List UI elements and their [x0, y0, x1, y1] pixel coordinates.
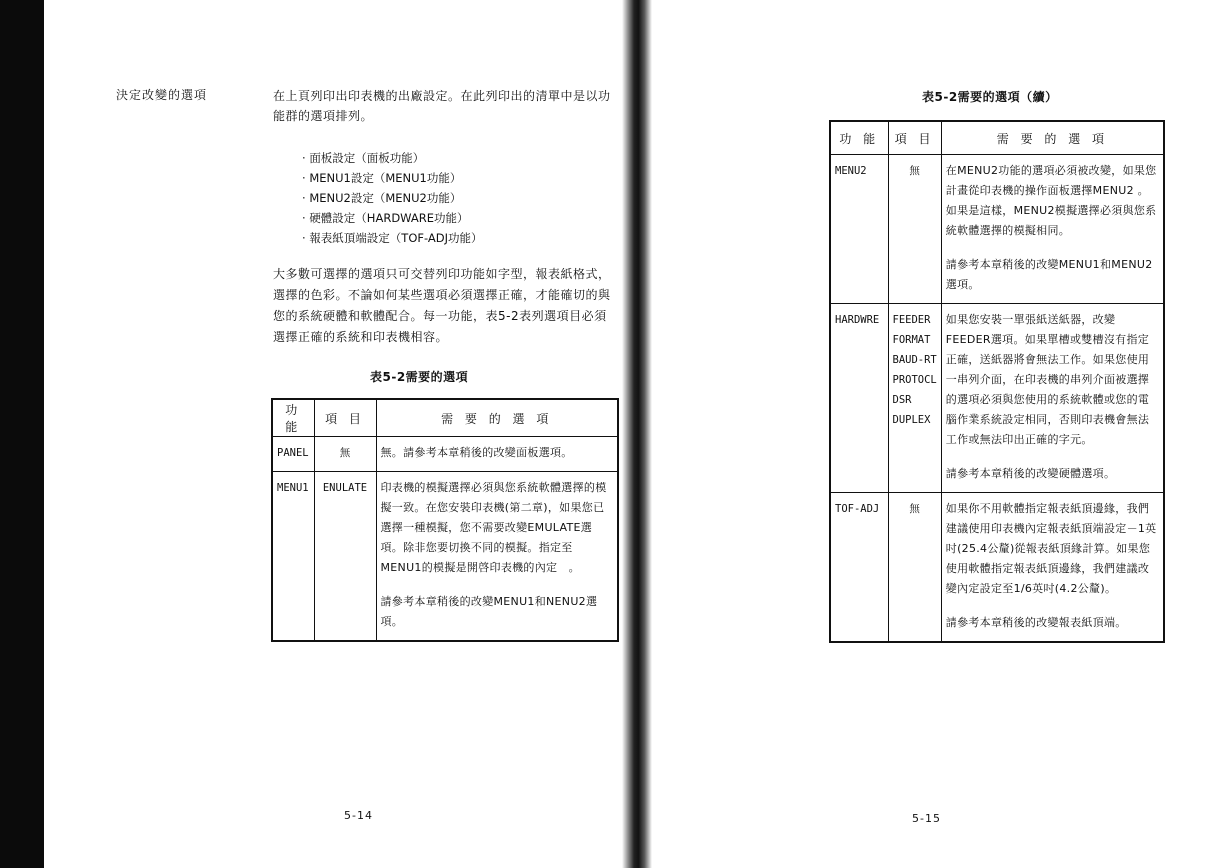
cell-item: 無 — [314, 437, 376, 472]
reference-note: 請參考本章稍後的改變報表紙頂端。 — [945, 616, 1127, 629]
header-item: 項 目 — [314, 399, 376, 437]
header-required-options: 需 要 的 選 項 — [941, 121, 1164, 155]
description-text: 在MENU2功能的選項必須被改變，如果您計畫從印表機的操作面板選擇MENU2 。如果是這樣，MENU2模擬選擇必須與您系統軟體選擇的模擬相同。 — [945, 164, 1157, 237]
description-text: 如果你不用軟體指定報表紙頂邊緣，我們建議使用印表機內定報表紙頂端設定－1英吋(25.4公釐)從報表紙頂緣計算。如果您使用軟體指定報表紙頂邊緣，我們建議改變內定設定至1/6英吋(4.2公釐)。 — [945, 502, 1157, 595]
list-item: · 硬體設定（HARDWARE功能） — [302, 208, 483, 228]
description-text: 印表機的模擬選擇必須與您系統軟體選擇的模擬一致。在您安裝印表機(第二章)，如果您已選擇一種模擬，您不需要改變EMULATE選項。除非您要切換不同的模擬。指定至MENU1的模擬是開啓印表機的內定 。 — [380, 481, 607, 574]
body-paragraph: 大多數可選擇的選項只可交替列印功能如字型，報表紙格式，選擇的色彩。不論如何某些選項必須選擇正確，才能確切的與您的系統硬體和軟體配合。每一功能，表5-2表列選項目必須選擇正確的系統和印表機相容。 — [273, 267, 611, 344]
cell-function: MENU1 — [272, 472, 314, 642]
cell-item: 無 — [888, 155, 941, 304]
table-row — [830, 155, 1164, 304]
page-number: 5-15 — [912, 812, 941, 825]
cell-item: 無 — [888, 493, 941, 643]
intro-text: 在上頁列印出印表機的出廠設定。在此列印出的清單中是以功能群的選項排列。 — [273, 89, 611, 123]
item-dsr: DSR — [892, 394, 912, 406]
table-header-row — [830, 121, 1164, 155]
table-row — [830, 493, 1164, 643]
table-row — [272, 472, 618, 642]
item-protocol: PROTOCL — [892, 374, 937, 386]
book-spine-shadow — [622, 0, 652, 868]
header-function: 功 能 — [830, 121, 888, 155]
cell-item: ENULATE — [314, 472, 376, 642]
item-duplex: DUPLEX — [892, 414, 931, 426]
cell-description — [376, 472, 618, 642]
item-feeder: FEEDER — [892, 314, 931, 326]
scan-left-edge — [0, 0, 44, 868]
cell-function: TOF-ADJ — [830, 493, 888, 643]
reference-note: 請參考本章稍後的改變MENU1和NENU2選項。 — [380, 595, 598, 628]
cell-function: MENU2 — [830, 155, 888, 304]
list-item: · MENU1設定（MENU1功能） — [302, 168, 483, 188]
side-heading: 決定改變的選項 — [116, 88, 208, 102]
function-list — [302, 148, 483, 248]
description-text: 如果您安裝一單張紙送紙器，改變FEEDER選項。如果單槽或雙槽沒有指定正確，送紙器將會無法工作。如果您使用一串列介面，在印表機的串列介面被選擇的選項必須與您使用的系統軟體或您的電腦作業系統設定相同，否則印表機會無法工作或無法印出正確的字元。 — [945, 313, 1150, 446]
table-caption: 表5-2需要的選項（續） — [922, 90, 1058, 104]
reference-note: 請參考本章稍後的改變硬體選項。 — [945, 467, 1116, 480]
options-table — [271, 398, 619, 642]
left-page — [44, 0, 622, 868]
header-item: 項 目 — [888, 121, 941, 155]
item-format: FORMAT — [892, 334, 931, 346]
cell-item-list — [888, 304, 941, 493]
table-caption: 表5-2需要的選項 — [370, 370, 469, 384]
item-baud-rate: BAUD-RT — [892, 354, 937, 366]
page-number: 5-14 — [344, 809, 373, 822]
cell-description — [376, 437, 618, 472]
table-header-row — [272, 399, 618, 437]
list-item: · 面板設定（面板功能） — [302, 148, 483, 168]
cell-description — [941, 155, 1164, 304]
cell-description — [941, 493, 1164, 643]
header-function: 功 能 — [272, 399, 314, 437]
right-page — [652, 0, 1215, 868]
cell-function: PANEL — [272, 437, 314, 472]
cell-function: HARDWRE — [830, 304, 888, 493]
table-row — [272, 437, 618, 472]
options-table-continued — [829, 120, 1165, 643]
header-required-options: 需 要 的 選 項 — [376, 399, 618, 437]
reference-note: 請參考本章稍後的改變MENU1和MENU2選項。 — [945, 258, 1153, 291]
table-row — [830, 304, 1164, 493]
list-item: · MENU2設定（MENU2功能） — [302, 188, 483, 208]
cell-description — [941, 304, 1164, 493]
list-item: · 報表紙頂端設定（TOF-ADJ功能） — [302, 228, 483, 248]
description-text: 無。請參考本章稍後的改變面板選項。 — [380, 446, 573, 459]
